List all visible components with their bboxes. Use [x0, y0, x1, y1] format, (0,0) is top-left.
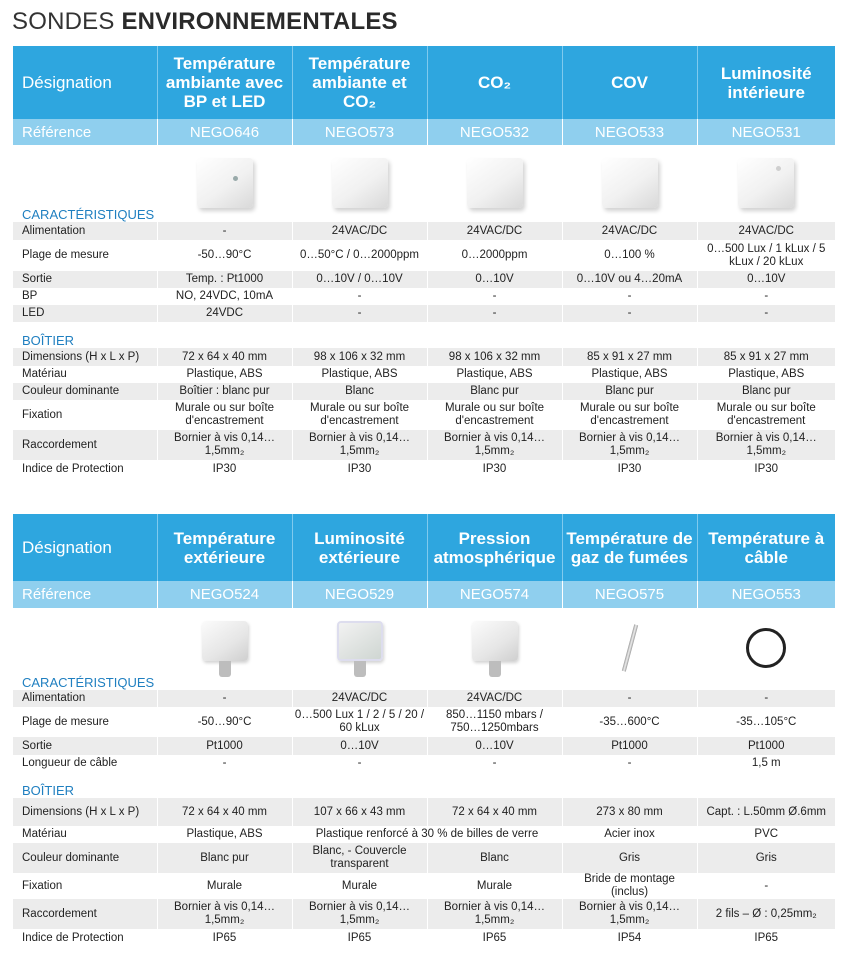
- spec-value: Murale ou sur boîte d'encastrement: [157, 400, 292, 430]
- product-image: [157, 145, 292, 222]
- spec-value: IP30: [427, 460, 562, 478]
- spec-value: Plastique, ABS: [562, 366, 697, 383]
- spec-value: Blanc: [427, 843, 562, 873]
- spec-value: 1,5 m: [697, 755, 835, 772]
- spec-value: Plastique, ABS: [157, 826, 292, 843]
- spec-value: Pt1000: [157, 737, 292, 755]
- product-reference: NEGO532: [427, 119, 562, 145]
- spec-value: -: [562, 288, 697, 305]
- spec-value: Blanc pur: [427, 383, 562, 400]
- spec-value: -: [427, 288, 562, 305]
- spec-value: -50…90°C: [157, 240, 292, 271]
- product-image: [292, 145, 427, 222]
- product-image: [292, 608, 427, 690]
- product-image: [427, 608, 562, 690]
- spec-value: 24VAC/DC: [562, 222, 697, 240]
- spec-value: 0…10V: [697, 271, 835, 288]
- spec-value: Murale ou sur boîte d'encastrement: [697, 400, 835, 430]
- spec-value: -: [697, 690, 835, 707]
- spec-value: -35…600°C: [562, 707, 697, 737]
- section-row: [13, 772, 835, 798]
- spec-label: Indice de Protection: [13, 460, 157, 478]
- product-image: [697, 608, 835, 690]
- spec-value: Capt. : L.50mm Ø.6mm: [697, 798, 835, 826]
- spec-value: Bornier à vis 0,14…1,5mm₂: [292, 430, 427, 460]
- spec-label: Matériau: [13, 826, 157, 843]
- spec-value: Murale ou sur boîte d'encastrement: [427, 400, 562, 430]
- spec-row: [13, 873, 835, 899]
- spec-value: Temp. : Pt1000: [157, 271, 292, 288]
- designation-label: Désignation: [13, 46, 157, 119]
- spec-value: Murale: [427, 873, 562, 899]
- product-image: [427, 145, 562, 222]
- spec-value: 24VAC/DC: [427, 222, 562, 240]
- spec-value: Bornier à vis 0,14…1,5mm₂: [562, 899, 697, 929]
- product-image: [697, 145, 835, 222]
- spec-value: Bornier à vis 0,14…1,5mm₂: [427, 899, 562, 929]
- product-reference: NEGO533: [562, 119, 697, 145]
- spec-value: Pt1000: [562, 737, 697, 755]
- spec-label: LED: [13, 305, 157, 322]
- spec-row: [13, 383, 835, 400]
- spec-value: -: [292, 305, 427, 322]
- spec-value: -: [562, 755, 697, 772]
- spec-value: 98 x 106 x 32 mm: [427, 348, 562, 366]
- spec-row: [13, 929, 835, 947]
- spec-label: Longueur de câble: [13, 755, 157, 772]
- spec-value: Bornier à vis 0,14…1,5mm₂: [292, 899, 427, 929]
- spec-value: 24VAC/DC: [697, 222, 835, 240]
- spec-value: 24VAC/DC: [427, 690, 562, 707]
- section-title-caracteristiques: CARACTÉRISTIQUES: [13, 608, 157, 690]
- spec-value: Bride de montage (inclus): [562, 873, 697, 899]
- spec-value: -: [697, 305, 835, 322]
- spec-value: IP30: [157, 460, 292, 478]
- spec-value: -: [292, 288, 427, 305]
- spec-value: 107 x 66 x 43 mm: [292, 798, 427, 826]
- spec-value: 0…10V: [427, 737, 562, 755]
- spec-value: Blanc, - Couvercle transparent: [292, 843, 427, 873]
- spec-row: [13, 690, 835, 707]
- spec-value: -: [697, 288, 835, 305]
- product-reference: NEGO529: [292, 581, 427, 608]
- spec-row: [13, 798, 835, 826]
- spec-row: [13, 288, 835, 305]
- spec-value: 0…500 Lux 1 / 2 / 5 / 20 / 60 kLux: [292, 707, 427, 737]
- spec-value: 24VAC/DC: [292, 690, 427, 707]
- spec-value: 0…10V ou 4…20mA: [562, 271, 697, 288]
- spec-value: Plastique, ABS: [427, 366, 562, 383]
- product-reference: NEGO575: [562, 581, 697, 608]
- product-name: Température à câble: [697, 514, 835, 581]
- product-table-1: [13, 46, 835, 478]
- spec-row: [13, 271, 835, 288]
- product-name: Température de gaz de fumées: [562, 514, 697, 581]
- section-row: [13, 322, 835, 348]
- spec-label: Raccordement: [13, 899, 157, 929]
- spec-value: 0…500 Lux / 1 kLux / 5 kLux / 20 kLux: [697, 240, 835, 271]
- spec-value: Blanc pur: [562, 383, 697, 400]
- spec-label: Raccordement: [13, 430, 157, 460]
- spec-value: 2 fils – Ø : 0,25mm₂: [697, 899, 835, 929]
- spec-value: Bornier à vis 0,14…1,5mm₂: [157, 899, 292, 929]
- spec-value: Plastique, ABS: [292, 366, 427, 383]
- spec-label: Matériau: [13, 366, 157, 383]
- spec-value: -: [562, 690, 697, 707]
- spec-value: -: [157, 222, 292, 240]
- spec-value: Gris: [562, 843, 697, 873]
- spec-value: Murale: [292, 873, 427, 899]
- spec-label: Couleur dominante: [13, 843, 157, 873]
- product-image: [562, 608, 697, 690]
- spec-value: 850…1150 mbars / 750…1250mbars: [427, 707, 562, 737]
- spec-value: Murale ou sur boîte d'encastrement: [562, 400, 697, 430]
- spec-label: Sortie: [13, 737, 157, 755]
- designation-row: [13, 514, 835, 581]
- spec-value: IP54: [562, 929, 697, 947]
- spec-value: -: [292, 755, 427, 772]
- spec-value: -: [562, 305, 697, 322]
- spec-value: Plastique, ABS: [697, 366, 835, 383]
- spec-row: [13, 400, 835, 430]
- spec-row: [13, 366, 835, 383]
- spec-value: Murale ou sur boîte d'encastrement: [292, 400, 427, 430]
- spec-value: 24VDC: [157, 305, 292, 322]
- spec-label: Alimentation: [13, 690, 157, 707]
- spec-value: Pt1000: [697, 737, 835, 755]
- spec-value: Blanc pur: [157, 843, 292, 873]
- reference-label: Référence: [13, 581, 157, 608]
- product-name: Luminosité intérieure: [697, 46, 835, 119]
- spec-value: Plastique, ABS: [157, 366, 292, 383]
- product-reference: NEGO574: [427, 581, 562, 608]
- spec-value: 0…10V: [292, 737, 427, 755]
- spec-value: Bornier à vis 0,14…1,5mm₂: [562, 430, 697, 460]
- spec-row: [13, 737, 835, 755]
- reference-row: [13, 119, 835, 145]
- spec-label: BP: [13, 288, 157, 305]
- spec-row: [13, 460, 835, 478]
- product-reference: NEGO553: [697, 581, 835, 608]
- title-bold: ENVIRONNEMENTALES: [121, 8, 398, 35]
- page-title: [12, 8, 398, 36]
- reference-label: Référence: [13, 119, 157, 145]
- spec-row: [13, 222, 835, 240]
- spec-row: [13, 755, 835, 772]
- spec-row: [13, 430, 835, 460]
- spec-value: IP30: [697, 460, 835, 478]
- product-name: Température ambiante avec BP et LED: [157, 46, 292, 119]
- section-title-boitier: BOÎTIER: [13, 772, 157, 798]
- product-reference: NEGO646: [157, 119, 292, 145]
- spec-value: Blanc: [292, 383, 427, 400]
- designation-row: [13, 46, 835, 119]
- spec-value: 72 x 64 x 40 mm: [427, 798, 562, 826]
- product-reference: NEGO573: [292, 119, 427, 145]
- spec-value: 0…2000ppm: [427, 240, 562, 271]
- spec-value: 273 x 80 mm: [562, 798, 697, 826]
- spec-row: [13, 305, 835, 322]
- product-table-2: [13, 514, 835, 947]
- spec-label: Plage de mesure: [13, 240, 157, 271]
- spec-value: 98 x 106 x 32 mm: [292, 348, 427, 366]
- spec-label: Plage de mesure: [13, 707, 157, 737]
- spec-row: [13, 826, 835, 843]
- image-row: [13, 608, 835, 690]
- spec-value: 0…100 %: [562, 240, 697, 271]
- spec-row: [13, 899, 835, 929]
- product-name: Température extérieure: [157, 514, 292, 581]
- product-name: CO₂: [427, 46, 562, 119]
- section-title-caracteristiques: CARACTÉRISTIQUES: [13, 145, 157, 222]
- spec-value: Acier inox: [562, 826, 697, 843]
- product-name: COV: [562, 46, 697, 119]
- spec-value: IP30: [292, 460, 427, 478]
- spec-value: IP65: [292, 929, 427, 947]
- spec-value: 0…10V: [427, 271, 562, 288]
- spec-label: Alimentation: [13, 222, 157, 240]
- spec-value: IP65: [697, 929, 835, 947]
- section-title-boitier: BOÎTIER: [13, 322, 157, 348]
- product-name: Pression atmosphérique: [427, 514, 562, 581]
- spec-label: Indice de Protection: [13, 929, 157, 947]
- spec-value: -50…90°C: [157, 707, 292, 737]
- spec-value: Bornier à vis 0,14…1,5mm₂: [427, 430, 562, 460]
- spec-value: PVC: [697, 826, 835, 843]
- reference-row: [13, 581, 835, 608]
- spec-value: IP30: [562, 460, 697, 478]
- spec-label: Dimensions (H x L x P): [13, 348, 157, 366]
- product-image: [157, 608, 292, 690]
- spec-value: 24VAC/DC: [292, 222, 427, 240]
- spec-value: Bornier à vis 0,14…1,5mm₂: [157, 430, 292, 460]
- spec-value: 0…50°C / 0…2000ppm: [292, 240, 427, 271]
- spec-row: [13, 707, 835, 737]
- product-reference: NEGO531: [697, 119, 835, 145]
- spec-value: -: [157, 690, 292, 707]
- spec-label: Dimensions (H x L x P): [13, 798, 157, 826]
- product-reference: NEGO524: [157, 581, 292, 608]
- spec-value: -35…105°C: [697, 707, 835, 737]
- spec-label: Couleur dominante: [13, 383, 157, 400]
- designation-label: Désignation: [13, 514, 157, 581]
- spec-label: Fixation: [13, 400, 157, 430]
- product-image: [562, 145, 697, 222]
- spec-value: 72 x 64 x 40 mm: [157, 348, 292, 366]
- spec-value: 85 x 91 x 27 mm: [562, 348, 697, 366]
- spec-value: NO, 24VDC, 10mA: [157, 288, 292, 305]
- image-row: [13, 145, 835, 222]
- spec-value: -: [157, 755, 292, 772]
- product-name: Luminosité extérieure: [292, 514, 427, 581]
- spec-value: -: [427, 755, 562, 772]
- spec-value: IP65: [427, 929, 562, 947]
- spec-label: Fixation: [13, 873, 157, 899]
- spec-value: 0…10V / 0…10V: [292, 271, 427, 288]
- spec-row: [13, 240, 835, 271]
- spec-row: [13, 843, 835, 873]
- spec-value: 72 x 64 x 40 mm: [157, 798, 292, 826]
- spec-value: Plastique renforcé à 30 % de billes de verre: [292, 826, 562, 843]
- spec-label: Sortie: [13, 271, 157, 288]
- spec-value: Murale: [157, 873, 292, 899]
- spec-value: -: [427, 305, 562, 322]
- title-light: SONDES: [12, 8, 122, 35]
- product-name: Température ambiante et CO₂: [292, 46, 427, 119]
- spec-row: [13, 348, 835, 366]
- spec-value: 85 x 91 x 27 mm: [697, 348, 835, 366]
- spec-value: Boîtier : blanc pur: [157, 383, 292, 400]
- spec-value: Gris: [697, 843, 835, 873]
- spec-value: Bornier à vis 0,14…1,5mm₂: [697, 430, 835, 460]
- spec-value: Blanc pur: [697, 383, 835, 400]
- spec-value: IP65: [157, 929, 292, 947]
- spec-value: -: [697, 873, 835, 899]
